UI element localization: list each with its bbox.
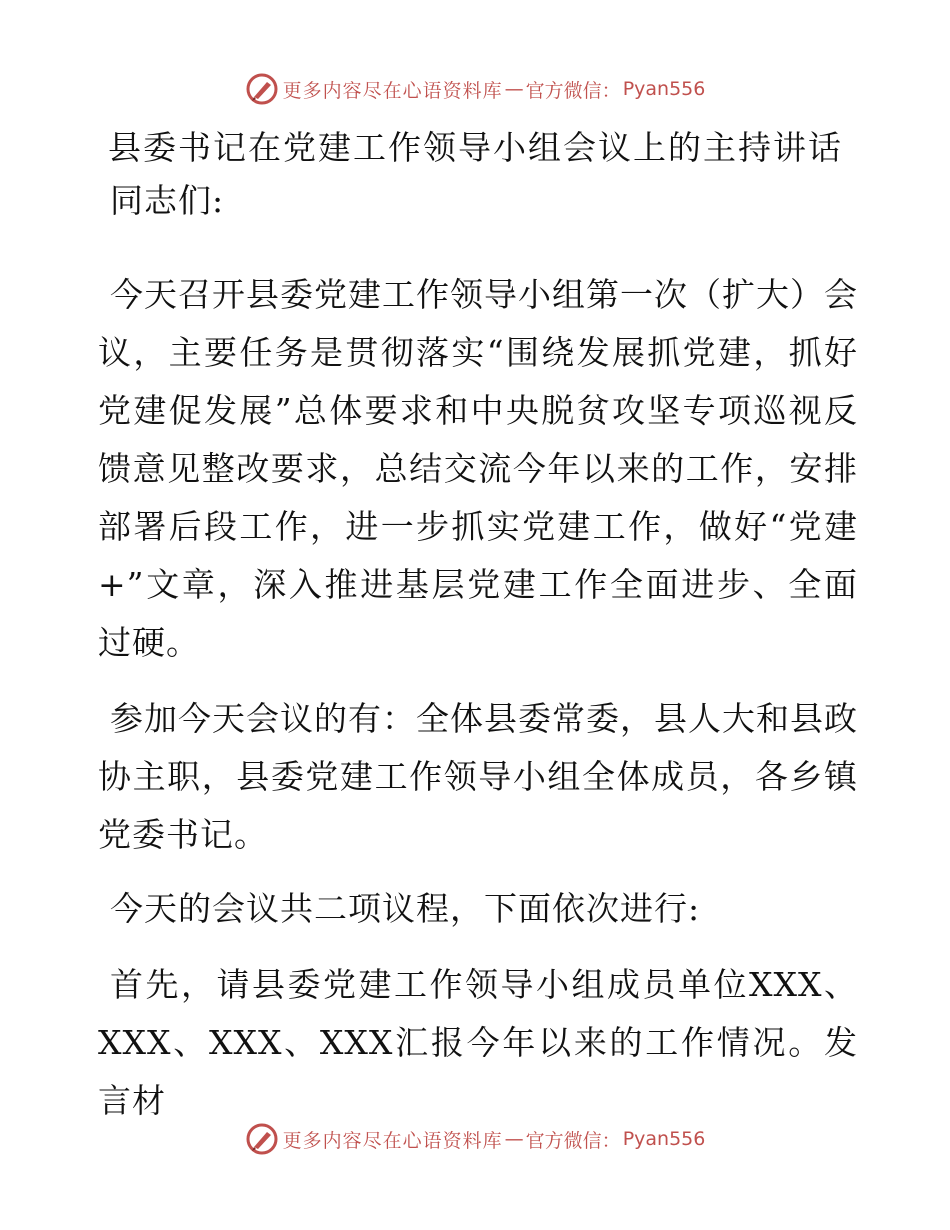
watermark-footer bbox=[0, 1122, 950, 1156]
pen-logo-icon bbox=[245, 1122, 279, 1156]
paragraph-intro: 今天召开县委党建工作领导小组第一次（扩大）会议，主要任务是贯彻落实“围绕发展抓党建，抓好党建促发展”总体要求和中央脱贫攻坚专项巡视反馈意见整改要求，总结交流今年以来的工作，安排部署后段工作，进一步抓实党建工作，做好“党建+”文章，深入推进基层党建工作全面进步、全面过硬。 bbox=[98, 275, 858, 662]
watermark-wechat-id: Pyan556 bbox=[622, 78, 706, 100]
watermark-wechat-id: Pyan556 bbox=[622, 1128, 706, 1150]
document-title: 县委书记在党建工作领导小组会议上的主持讲话 bbox=[108, 128, 843, 167]
watermark-label: 官方微信： bbox=[525, 1129, 621, 1152]
watermark-header bbox=[0, 72, 950, 106]
greeting: 同志们: bbox=[110, 181, 225, 220]
paragraph-attendees: 参加今天会议的有：全体县委常委，县人大和县政协主职，县委党建工作领导小组全体成员，各乡镇党委书记。 bbox=[98, 699, 858, 854]
watermark-text: 更多内容尽在心语资料库 bbox=[282, 1129, 503, 1152]
pen-logo-icon bbox=[245, 72, 279, 106]
paragraph-agenda: 今天的会议共二项议程，下面依次进行: bbox=[110, 889, 701, 928]
watermark-separator: — bbox=[504, 78, 524, 100]
paragraph-first-item: 首先，请县委党建工作领导小组成员单位XXX、XXX、XXX、XXX汇报今年以来的工作情况。发言材 bbox=[98, 965, 858, 1120]
watermark-text: 更多内容尽在心语资料库 bbox=[282, 79, 503, 102]
watermark-label: 官方微信： bbox=[525, 79, 621, 102]
watermark-separator: — bbox=[504, 1128, 524, 1150]
